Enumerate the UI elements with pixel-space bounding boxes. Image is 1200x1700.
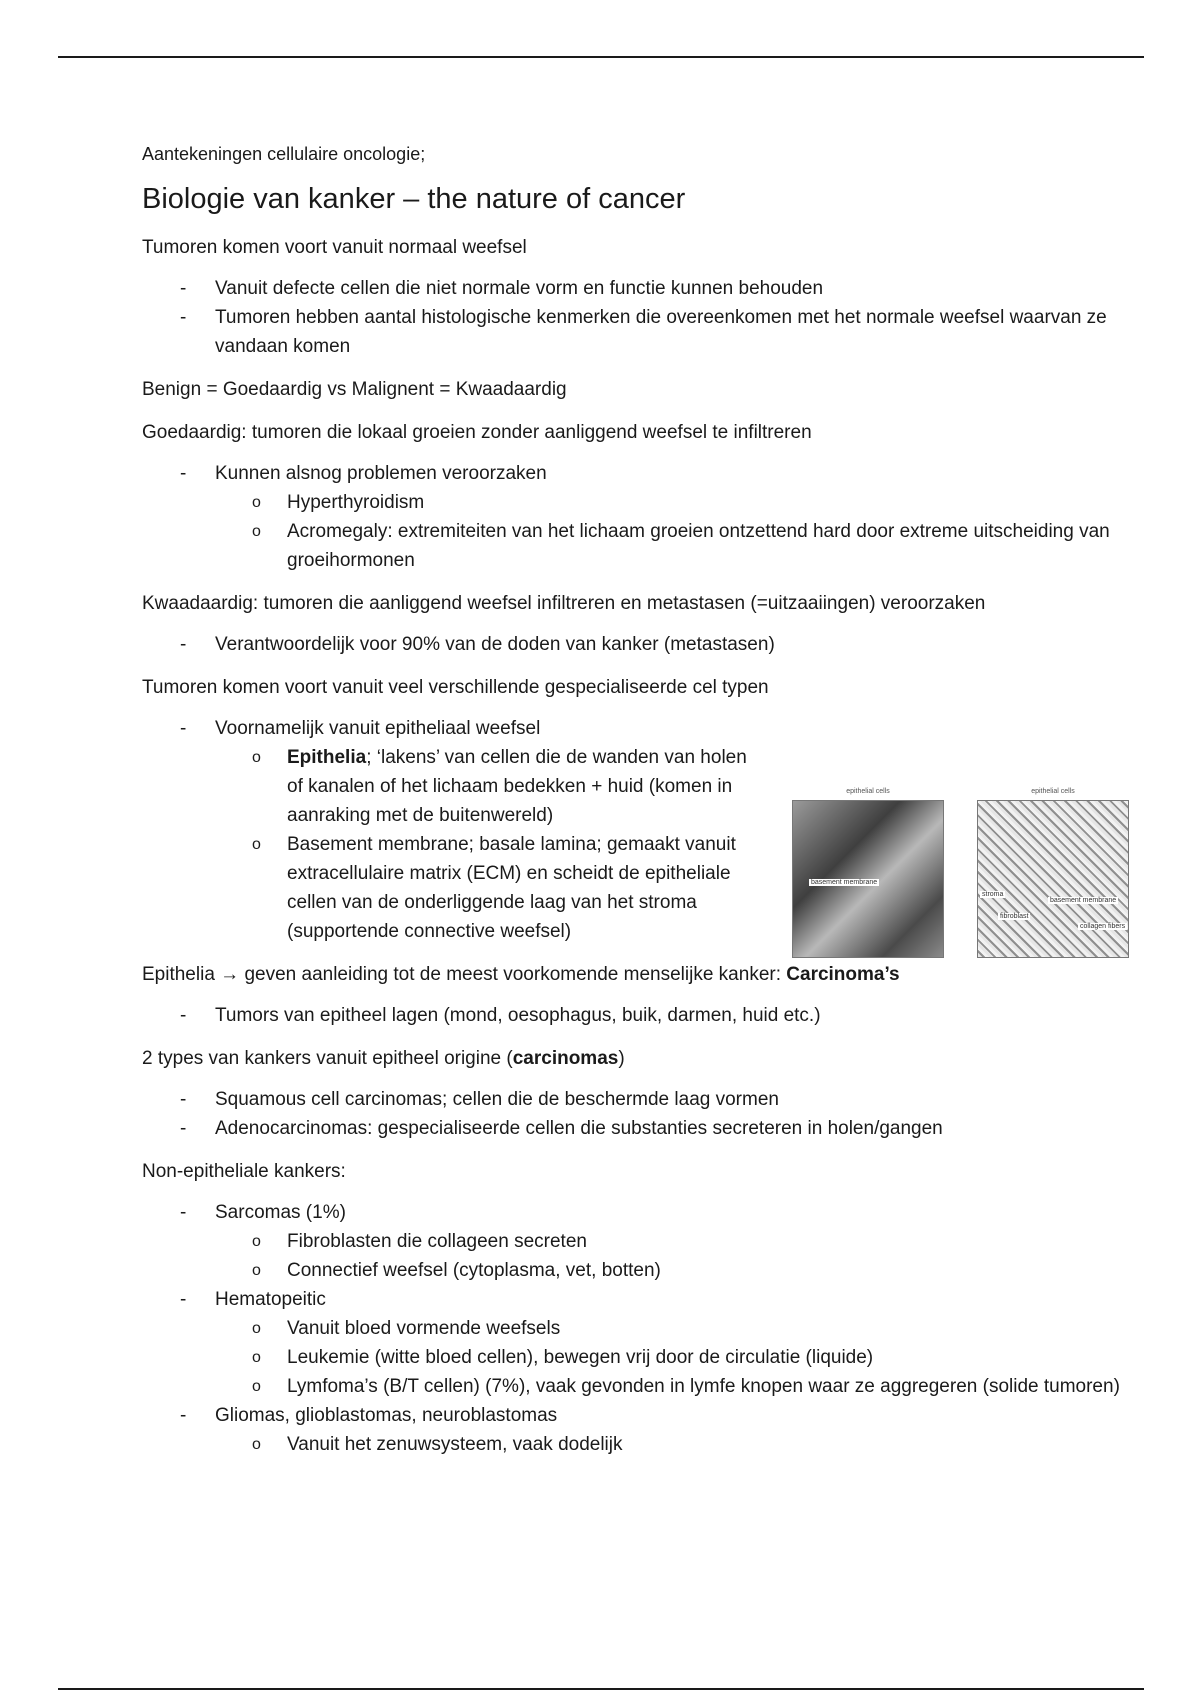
list-item-text: Hematopeitic bbox=[215, 1289, 326, 1310]
text-part: geven aanleiding tot de meest voorkomende menselijke kanker: bbox=[239, 964, 787, 985]
dash-bullet: - bbox=[180, 718, 187, 739]
top-rule bbox=[58, 56, 1144, 58]
sublist-item bbox=[142, 1372, 1142, 1401]
list-two-types bbox=[142, 1085, 1142, 1143]
sublist-item bbox=[142, 517, 1142, 575]
arrow-right-icon: → bbox=[220, 964, 240, 985]
text-part: 2 types van kankers vanuit epitheel origine ( bbox=[142, 1048, 513, 1069]
sublist-item-text: Vanuit bloed vormende weefsels bbox=[287, 1318, 561, 1339]
circle-bullet: o bbox=[252, 1349, 261, 1366]
sublist-item bbox=[142, 488, 1142, 517]
list-carcinoma bbox=[142, 1001, 1142, 1030]
list-item-text: Verantwoordelijk voor 90% van de doden van kanker (metastasen) bbox=[215, 634, 775, 655]
sublist-item-text: Connectief weefsel (cytoplasma, vet, botten) bbox=[287, 1260, 661, 1281]
dash-bullet: - bbox=[180, 1089, 187, 1110]
list-item bbox=[142, 1085, 1142, 1114]
paragraph-malignant: Kwaadaardig: tumoren die aanliggend weefsel infiltreren en metastasen (=uitzaaiingen) veroorzaken bbox=[142, 593, 986, 614]
dash-bullet: - bbox=[180, 463, 187, 484]
circle-bullet: o bbox=[252, 1262, 261, 1279]
sublist-item bbox=[142, 1227, 1142, 1256]
sublist-item bbox=[142, 1314, 1142, 1343]
bottom-rule bbox=[58, 1688, 1144, 1690]
sublist-glioma bbox=[215, 1430, 1142, 1459]
bold-term: carcinomas bbox=[512, 1048, 619, 1069]
paragraph-carcinoma bbox=[142, 960, 1142, 989]
circle-bullet: o bbox=[252, 494, 261, 511]
sublist-item-text: Basement membrane; basale lamina; gemaakt vanuit extracellulaire matrix (ECM) en scheidt de epitheliale cellen van de onderliggende laag van het stroma (supportende connective weefsel) bbox=[287, 834, 736, 942]
dash-bullet: - bbox=[180, 1289, 187, 1310]
list-item-text: Gliomas, glioblastomas, neuroblastomas bbox=[215, 1405, 558, 1426]
list-item bbox=[142, 459, 1142, 575]
sublist-item-text: Hyperthyroidism bbox=[287, 492, 425, 513]
list-item bbox=[142, 274, 1142, 303]
paragraph-origin: Tumoren komen voort vanuit normaal weefsel bbox=[142, 237, 527, 258]
paragraph-non-epithelial: Non-epitheliale kankers: bbox=[142, 1161, 346, 1182]
list-item bbox=[142, 1001, 1142, 1030]
list-item-text: Sarcomas (1%) bbox=[215, 1202, 346, 1223]
list-item-text: Tumoren hebben aantal histologische kenmerken die overeenkomen met het normale weefsel waarvan ze vandaan komen bbox=[215, 307, 1107, 357]
micrograph-label: fibroblast bbox=[1000, 913, 1029, 920]
bold-term: Carcinoma’s bbox=[786, 964, 900, 985]
micrograph-label: basement membrane bbox=[1050, 897, 1117, 904]
sublist-sarcomas bbox=[215, 1227, 1142, 1285]
dash-bullet: - bbox=[180, 1202, 187, 1223]
bold-term: Epithelia bbox=[287, 747, 367, 768]
sublist-item-text: Lymfoma’s (B/T cellen) (7%), vaak gevonden in lymfe knopen waar ze aggregeren (solide tumoren) bbox=[287, 1376, 1120, 1397]
circle-bullet: o bbox=[252, 836, 261, 853]
list-malignant bbox=[142, 630, 1142, 659]
list-item bbox=[142, 303, 1142, 361]
epithelium-micrographs bbox=[792, 786, 1128, 958]
list-item-text: Vanuit defecte cellen die niet normale vorm en functie kunnen behouden bbox=[215, 278, 824, 299]
micrograph-caption: epithelial cells bbox=[1031, 788, 1075, 795]
circle-bullet: o bbox=[252, 1436, 261, 1453]
list-origin bbox=[142, 274, 1142, 361]
list-item-text: Kunnen alsnog problemen veroorzaken bbox=[215, 463, 547, 484]
dash-bullet: - bbox=[180, 634, 187, 655]
circle-bullet: o bbox=[252, 523, 261, 540]
dash-bullet: - bbox=[180, 278, 187, 299]
list-item bbox=[142, 1198, 1142, 1285]
sublist-item-text: Leukemie (witte bloed cellen), bewegen vrij door de circulatie (liquide) bbox=[287, 1347, 874, 1368]
dash-bullet: - bbox=[180, 1005, 187, 1026]
list-benign bbox=[142, 459, 1142, 575]
micrograph-caption: epithelial cells bbox=[846, 788, 890, 795]
sublist-item-text: Fibroblasten die collageen secreten bbox=[287, 1231, 587, 1252]
list-item bbox=[142, 630, 1142, 659]
circle-bullet: o bbox=[252, 1320, 261, 1337]
sublist-item-text: Vanuit het zenuwsysteem, vaak dodelijk bbox=[287, 1434, 623, 1455]
list-item-text: Squamous cell carcinomas; cellen die de beschermde laag vormen bbox=[215, 1089, 779, 1110]
circle-bullet: o bbox=[252, 1233, 261, 1250]
micrograph-label: collagen fibers bbox=[1080, 923, 1126, 930]
list-non-epithelial bbox=[142, 1198, 1142, 1459]
sem-micrograph bbox=[792, 788, 944, 958]
text-part: Epithelia bbox=[142, 964, 221, 985]
micrograph-label: basement membrane bbox=[811, 879, 878, 886]
list-item bbox=[142, 1285, 1142, 1401]
list-item bbox=[142, 1401, 1142, 1459]
sublist-item-text: ; ‘lakens’ van cellen die de wanden van holen of kanalen of het lichaam bedekken + huid (komen in aanraking met de buitenwereld) bbox=[287, 747, 747, 826]
sublist-hemato bbox=[215, 1314, 1142, 1401]
micrograph-label: stroma bbox=[982, 891, 1004, 898]
sublist-item bbox=[142, 1343, 1142, 1372]
paragraph-two-types bbox=[142, 1044, 1142, 1073]
sublist-item-text: Acromegaly: extremiteiten van het lichaam groeien ontzettend hard door extreme uitscheiding van groeihormonen bbox=[287, 521, 1110, 571]
dash-bullet: - bbox=[180, 1118, 187, 1139]
section-heading: Biologie van kanker – the nature of cancer bbox=[142, 183, 686, 215]
paragraph-benign-malignant: Benign = Goedaardig vs Malignent = Kwaadaardig bbox=[142, 379, 567, 400]
paragraph-benign: Goedaardig: tumoren die lokaal groeien zonder aanliggend weefsel te infiltreren bbox=[142, 422, 812, 443]
document-body bbox=[142, 140, 1142, 1473]
paragraph-cell-types: Tumoren komen voort vanuit veel verschillende gespecialiseerde cel typen bbox=[142, 677, 769, 698]
circle-bullet: o bbox=[252, 1378, 261, 1395]
note-title: Aantekeningen cellulaire oncologie; bbox=[142, 144, 426, 164]
list-item-text: Adenocarcinomas: gespecialiseerde cellen die substanties secreteren in holen/gangen bbox=[215, 1118, 943, 1139]
list-item bbox=[142, 1114, 1142, 1143]
sublist-benign bbox=[215, 488, 1142, 575]
sublist-item bbox=[142, 1430, 1142, 1459]
tem-micrograph bbox=[977, 788, 1129, 958]
list-item-text: Voornamelijk vanuit epitheliaal weefsel bbox=[215, 718, 541, 739]
sublist-item bbox=[142, 1256, 1142, 1285]
circle-bullet: o bbox=[252, 749, 261, 766]
text-part: ) bbox=[618, 1048, 625, 1069]
list-item-text: Tumors van epitheel lagen (mond, oesophagus, buik, darmen, huid etc.) bbox=[215, 1005, 821, 1026]
dash-bullet: - bbox=[180, 307, 187, 328]
dash-bullet: - bbox=[180, 1405, 187, 1426]
